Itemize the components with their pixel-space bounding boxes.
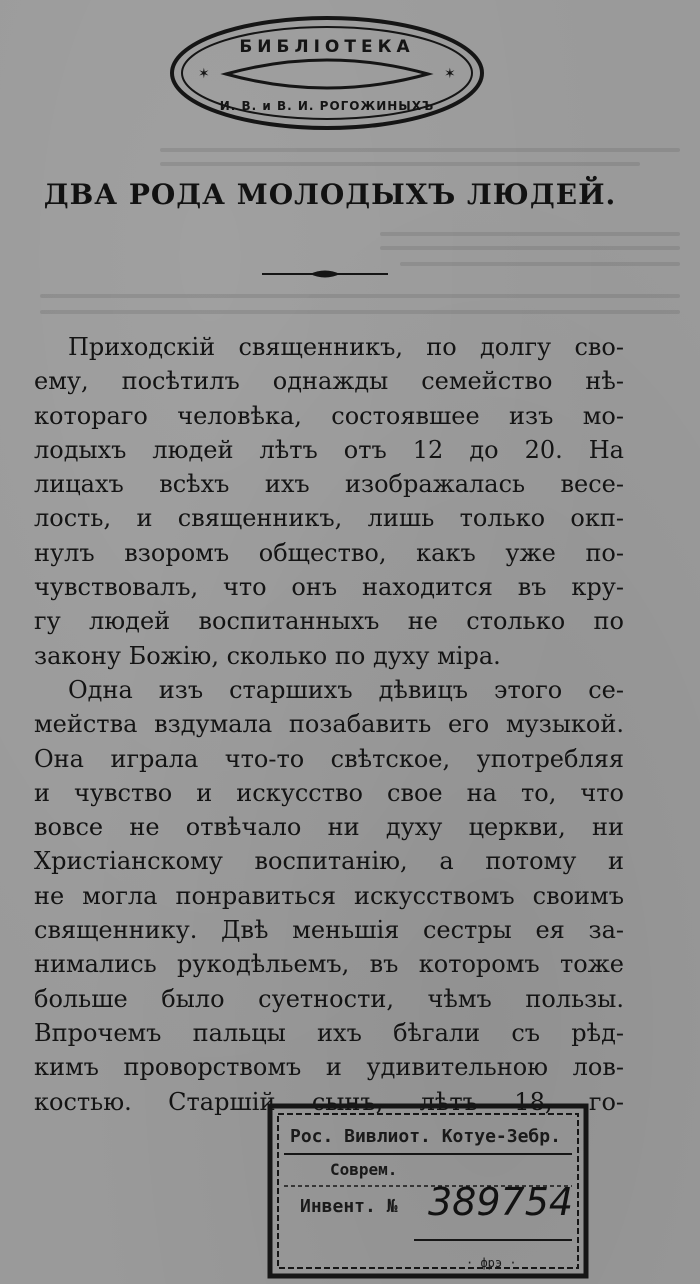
page-title: ДВА РОДА МОЛОДЫХЪ ЛЮДЕЙ. [43,178,617,211]
text-line: кимъ проворствомъ и удивительною лов- [34,1053,624,1082]
bleed-through-line [40,294,680,298]
text-line: вовсе не отвѣчало ни духу церкви, ни [34,813,624,842]
text-line: Впрочемъ пальцы ихъ бѣгали съ рѣд- [34,1018,624,1047]
text-line: ему, посѣтилъ однажды семейство нѣ- [34,367,624,396]
bleed-through-line [160,148,680,152]
text-line: не могла понравиться искусствомъ своимъ [34,881,624,910]
stamp-top-text: БИБЛIОТЕКА [239,37,415,57]
text-line: гу людей воспитанныхъ не столько по [34,607,624,636]
stamp-line-2: Соврем. [330,1160,398,1179]
bleed-through-line [380,232,680,236]
text-line: священнику. Двѣ меньшiя сестры ея за- [34,916,624,945]
text-line: мейства вздумала позабавить его музыкой. [34,710,624,739]
body-text [34,330,624,1119]
bleed-through-line [380,246,680,250]
stamp-bottom-text: И. В. и В. И. РОГОЖИНЫХЪ [219,99,435,113]
text-line: костью. Старшiй сынъ, лѣтъ 18, го- [34,1087,624,1116]
title-divider [260,267,390,281]
text-line: больше было суетности, чѣмъ пользы. [34,984,624,1013]
oval-stamp-graphic [168,14,486,132]
text-line: и чувство и искусство свое на то, что [34,778,624,807]
stamp-line-1: Рос. Вивлиот. Котуе-Зебр. [290,1126,561,1147]
svg-text:✶: ✶ [444,66,456,82]
text-line: лость, и священникъ, лишь только окп- [34,504,624,533]
text-line: лодыхъ людей лѣтъ отъ 12 до 20. На [34,435,624,464]
text-line: закону Божiю, сколько по духу мiра. [34,641,501,670]
text-line: нулъ взоромъ общество, какъ уже по- [34,538,624,567]
inventory-label: Инвент. № [300,1196,398,1217]
text-line: чувствовалъ, что онъ находится въ кру- [34,573,624,602]
text-line: лицахъ всѣхъ ихъ изображалась весе- [34,470,624,499]
stamp-footer: · фрэ · [466,1256,517,1270]
text-line: нимались рукодѣльемъ, въ которомъ тоже [34,950,624,979]
bleed-through-line [400,262,680,266]
text-line: Приходскiй священникъ, по долгу сво- [68,333,624,361]
text-line: Одна изъ старшихъ дѣвицъ этого се- [68,675,624,704]
text-line: Она играла что-то свѣтское, употребляя [34,744,624,773]
svg-text:✶: ✶ [198,66,210,82]
text-line: Христiанскому воспитанiю, а потому и [34,847,624,876]
bleed-through-line [160,162,640,166]
library-stamp [168,14,486,132]
text-line: котораго человѣка, состоявшее изъ мо- [34,401,624,430]
bleed-through-line [40,310,680,314]
inventory-number: 389754 [428,1180,574,1224]
